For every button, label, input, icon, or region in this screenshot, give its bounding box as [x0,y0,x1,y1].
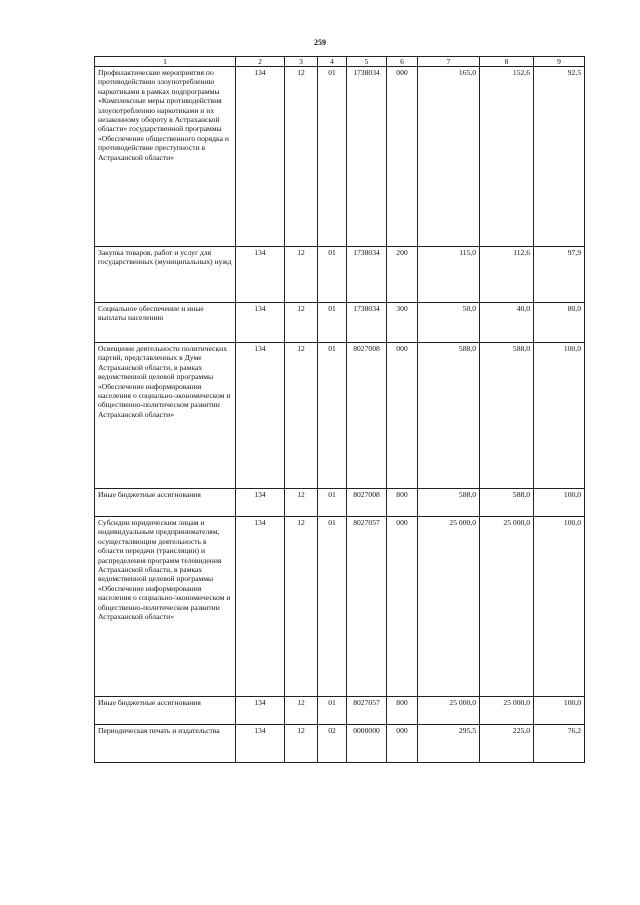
cell-executed: 588,0 [480,343,534,489]
row-name: Иные бюджетные ассигнования [95,697,236,725]
cell-ministry: 134 [236,247,285,303]
cell-expense-type: 800 [387,489,418,517]
cell-ministry: 134 [236,303,285,343]
cell-planned: 50,0 [418,303,480,343]
header-col-6: 6 [387,57,418,67]
row-name: Закупка товаров, работ и услуг для государственных (муниципальных) нужд [95,247,236,303]
cell-target-article: 1738034 [347,303,387,343]
header-col-3: 3 [285,57,318,67]
cell-planned: 588,0 [418,343,480,489]
cell-target-article: 0000000 [347,725,387,763]
cell-percent: 76,2 [534,725,585,763]
header-col-5: 5 [347,57,387,67]
cell-target-article: 8027008 [347,489,387,517]
header-col-4: 4 [318,57,347,67]
cell-executed: 112,6 [480,247,534,303]
table-row [95,517,585,697]
cell-subsection: 01 [318,247,347,303]
cell-executed: 588,0 [480,489,534,517]
row-name: Профилактические мероприятия по противодействию злоупотреблению наркотиками в рамках подпрограммы «Комплексные меры противодействия злоупотреблению наркотиками и их незаконному обороту в Астраханской области» государственной программы «Обеспечение общественного порядка и противодействие преступности в Астраханской области» [95,67,236,247]
cell-section: 12 [285,697,318,725]
cell-section: 12 [285,725,318,763]
cell-ministry: 134 [236,489,285,517]
cell-percent: 100,0 [534,489,585,517]
table-row [95,343,585,489]
cell-subsection: 01 [318,697,347,725]
cell-planned: 115,0 [418,247,480,303]
cell-executed: 25 000,0 [480,517,534,697]
cell-subsection: 02 [318,725,347,763]
cell-percent: 92,5 [534,67,585,247]
cell-percent: 100,0 [534,343,585,489]
cell-subsection: 01 [318,489,347,517]
cell-percent: 80,0 [534,303,585,343]
header-col-8: 8 [480,57,534,67]
header-row [95,57,585,67]
cell-percent: 100,0 [534,517,585,697]
cell-planned: 165,0 [418,67,480,247]
cell-executed: 40,0 [480,303,534,343]
row-name: Субсидии юридическим лицам и индивидуальным предпринимателям, осуществляющим деятельность в области передачи (трансляции) и распределения программ телевидения Астраханской области, в рамках ведомственной целевой программы «Обеспечение информирования населения о социально-экономическом и общественно-политическом развитии Астраханской области» [95,517,236,697]
page-number: 259 [314,38,326,47]
table-row [95,303,585,343]
table-row [95,489,585,517]
cell-ministry: 134 [236,517,285,697]
row-name: Иные бюджетные ассигнования [95,489,236,517]
table-row [95,697,585,725]
cell-expense-type: 800 [387,697,418,725]
cell-planned: 295,5 [418,725,480,763]
header-col-7: 7 [418,57,480,67]
cell-executed: 225,0 [480,725,534,763]
cell-planned: 25 000,0 [418,697,480,725]
budget-table [94,56,585,763]
cell-section: 12 [285,489,318,517]
cell-section: 12 [285,303,318,343]
cell-target-article: 1738034 [347,67,387,247]
header-col-1: 1 [95,57,236,67]
header-col-9: 9 [534,57,585,67]
cell-expense-type: 300 [387,303,418,343]
cell-subsection: 01 [318,303,347,343]
cell-target-article: 8027008 [347,343,387,489]
cell-section: 12 [285,343,318,489]
cell-expense-type: 200 [387,247,418,303]
row-name: Социальное обеспечение и иные выплаты населению [95,303,236,343]
cell-planned: 588,0 [418,489,480,517]
cell-executed: 152,6 [480,67,534,247]
table-row [95,247,585,303]
row-name: Периодическая печать и издательства [95,725,236,763]
table-row [95,725,585,763]
cell-percent: 97,9 [534,247,585,303]
cell-target-article: 8027057 [347,517,387,697]
table-row [95,67,585,247]
cell-target-article: 8027057 [347,697,387,725]
cell-target-article: 1738034 [347,247,387,303]
cell-subsection: 01 [318,517,347,697]
cell-subsection: 01 [318,67,347,247]
cell-section: 12 [285,67,318,247]
cell-ministry: 134 [236,67,285,247]
cell-executed: 25 000,0 [480,697,534,725]
cell-ministry: 134 [236,697,285,725]
cell-percent: 100,0 [534,697,585,725]
cell-section: 12 [285,517,318,697]
cell-ministry: 134 [236,725,285,763]
cell-expense-type: 000 [387,343,418,489]
cell-expense-type: 000 [387,517,418,697]
cell-ministry: 134 [236,343,285,489]
row-name: Освещение деятельности политических партий, представленных в Думе Астраханской области, в рамках ведомственной целевой программы «Обеспечение информирования населения о социально-экономическом и общественно-политическом развитии Астраханской области» [95,343,236,489]
header-col-2: 2 [236,57,285,67]
cell-subsection: 01 [318,343,347,489]
cell-expense-type: 000 [387,725,418,763]
cell-section: 12 [285,247,318,303]
cell-expense-type: 000 [387,67,418,247]
cell-planned: 25 000,0 [418,517,480,697]
